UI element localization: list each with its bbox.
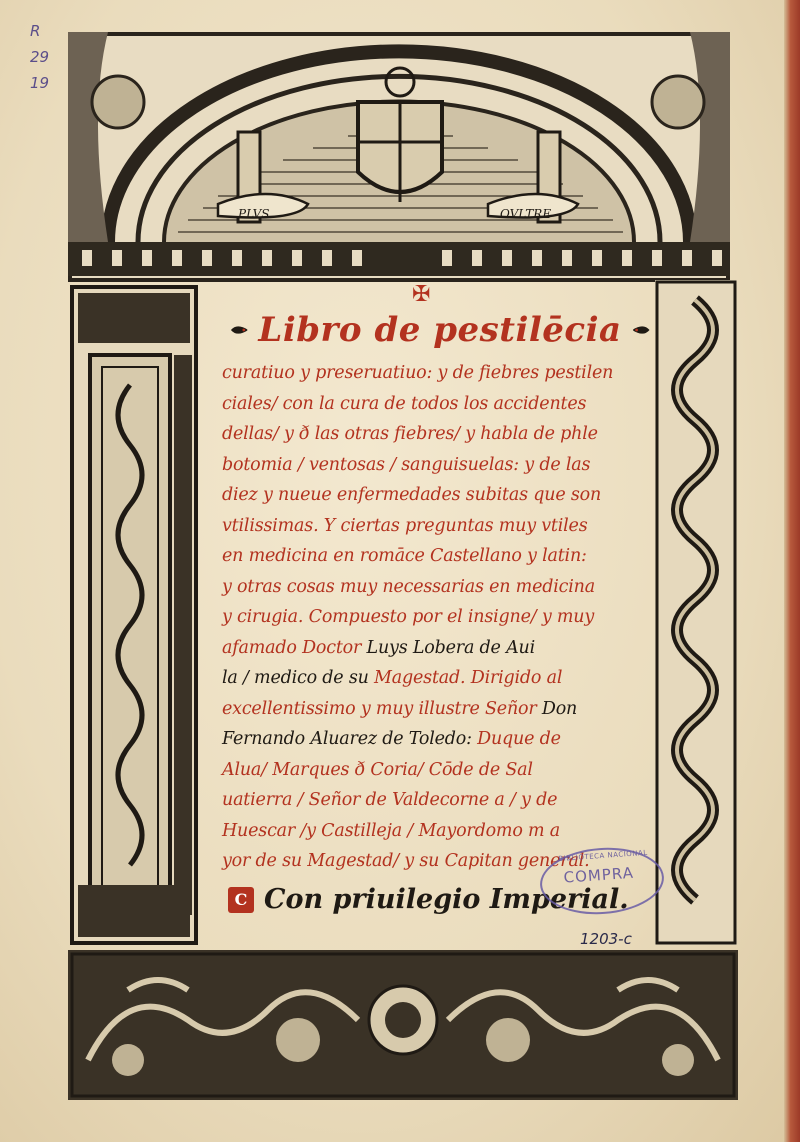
text-segment: y cirugia. Compuesto por el insigne/ y muy (222, 607, 595, 627)
text-line (222, 694, 662, 725)
text-segment: uatierra / Señor de Valdecorne a / y de (222, 790, 558, 810)
call-number: 1203-c (580, 930, 632, 948)
text-line (222, 755, 662, 786)
top-woodcut-arch (68, 32, 730, 282)
title-page-text (222, 358, 662, 877)
banner-right-text: OVLTRE (500, 207, 552, 221)
text-line (222, 389, 662, 420)
text-line (222, 450, 662, 481)
text-segment: vtilissimas. Y ciertas preguntas muy vtiles (222, 515, 588, 536)
shelfmark-line: 29 (30, 48, 50, 66)
text-line (222, 633, 662, 664)
left-pillar-woodcut (70, 285, 198, 945)
text-segment: y otras cosas muy necessarias en medicina (222, 576, 595, 597)
text-line (222, 541, 662, 572)
red-page-edge (784, 0, 800, 1142)
text-segment: Alua/ Marques ð Coria/ Cōde de Sal (222, 759, 533, 780)
text-line (222, 785, 662, 816)
text-segment: en medicina en romāce Castellano y latin: (222, 546, 587, 566)
text-segment: Luys Lobera de Aui (366, 637, 535, 658)
leaf-ornament-icon (230, 319, 248, 341)
text-line (222, 602, 662, 633)
text-segment: Fernando Aluarez de Toledo: (222, 729, 478, 749)
shelfmark (30, 18, 49, 96)
stamp-label: COMPRA (563, 863, 635, 887)
text-segment: botomia / ventosas / sanguisuelas: y de las (222, 454, 591, 475)
text-segment: Magestad. Dirigido al (374, 668, 563, 688)
text-segment: Huescar /y Castilleja / Mayordomo m a (222, 820, 561, 841)
text-segment: curatiuo y preseruatiuo: y de fiebres pestilen (222, 363, 614, 383)
text-line (222, 663, 662, 694)
text-line (222, 419, 662, 450)
stamp-arc-text: BIBLIOTECA NACIONAL (558, 848, 648, 863)
text-segment: Don (541, 698, 578, 719)
right-scroll-woodcut (655, 280, 737, 945)
shelfmark-line: 19 (30, 74, 50, 92)
pilcrow-mark-icon: C (228, 887, 254, 913)
text-segment: yor de su Magestad/ y su Capitan general. (222, 851, 590, 871)
text-segment: ciales/ con la cura de todos los accidentes (222, 393, 587, 414)
page-title: Libro de pestilēcia (258, 310, 622, 350)
title-line (230, 305, 650, 355)
text-line (222, 480, 662, 511)
text-segment: diez y nueue enfermedades subitas que son (222, 485, 602, 505)
text-line (222, 724, 662, 755)
text-segment: Duque de (477, 729, 561, 749)
banner-left-text: PLVS (238, 207, 270, 221)
privilege-text: Con priuilegio Imperial. (264, 884, 629, 915)
text-segment: dellas/ y ð las otras fiebres/ y habla de phle (222, 424, 598, 444)
text-segment: la / medico de su (222, 668, 375, 688)
title-cross-ornament: ✠ (412, 282, 431, 307)
text-segment: afamado Doctor (222, 637, 367, 658)
text-line (222, 572, 662, 603)
text-segment: excellentissimo y muy illustre Señor (222, 698, 542, 719)
shelfmark-line: R (30, 22, 41, 40)
text-line (222, 511, 662, 542)
text-line (222, 358, 662, 389)
leaf-ornament-icon (632, 319, 650, 341)
text-line (222, 816, 662, 847)
bottom-woodcut-frieze (68, 950, 738, 1100)
